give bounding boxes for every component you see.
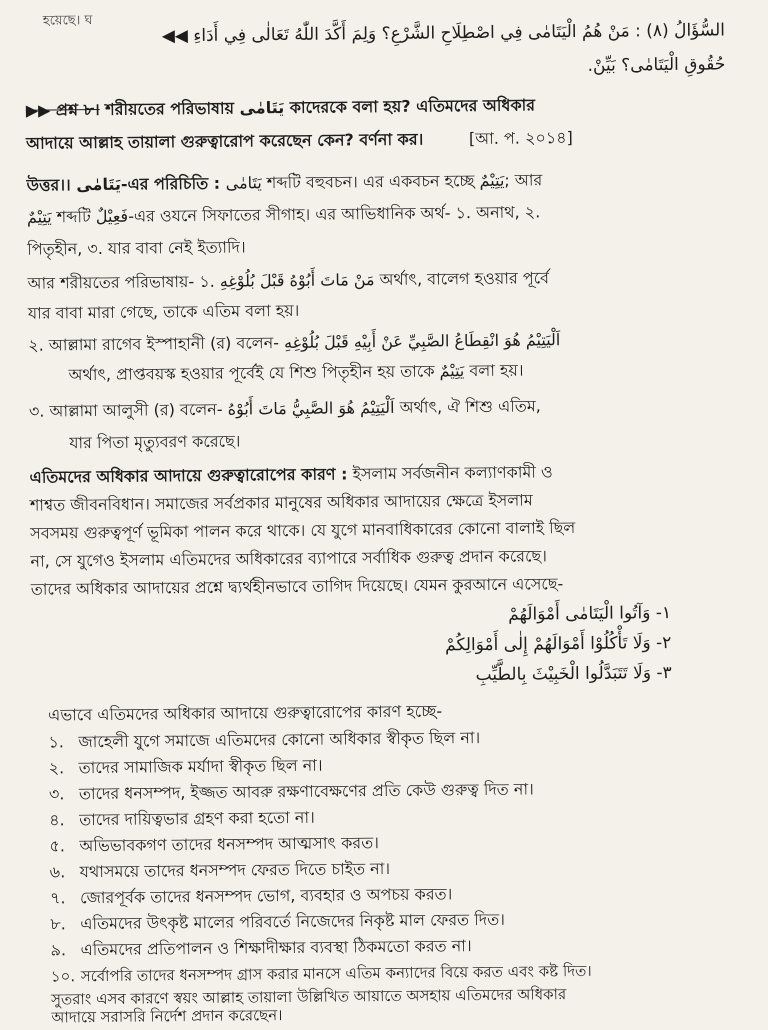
importance-heading: এতিমদের অধিকার আদায়ে গুরুত্বারোপের কারণ : [29, 464, 348, 487]
answer-arabic-3: يَتِيْمٌ [479, 170, 505, 190]
importance-line-2: শাশ্বত জীবনবিধান। সমাজের সর্বপ্রকার মানুষের অধিকার আদায়ের ক্ষেত্রে ইসলাম [29, 490, 533, 515]
reasons-intro: এভাবে এতিমদের অধিকার আদায়ে গুরুত্বারোপের কারণ হচ্ছে- [48, 701, 443, 725]
reason-text: এতিমদের প্রতিপালন ও শিক্ষাদীক্ষার ব্যবস্থা ঠিকমতো করত না। [80, 936, 472, 960]
conclusion-line-2: আদায়ে সরাসরি নির্দেশ প্রদান করেছেন। [51, 1006, 283, 1027]
sharia-def-line-1 [27, 264, 768, 296]
def2-line-1 [28, 326, 768, 358]
importance-line-4: না, সে যুগেও ইসলাম এতিমদের অধিকারের ব্যাপারে সর্বাধিক গুরুত্ব প্রদান করেছে। [30, 546, 547, 571]
verse-2: ٢- وَلَا تَأْكُلُوْا أَمْوَالَهُمْ إِلٰى أَمْوَالِكُمْ [444, 632, 672, 656]
arabic-question-text: السُّؤَالُ (٨) : مَنْ هُمُ الْيَتَامٰى فِي اصْطِلَاحِ الشَّرْعِ؟ وَلِمَ أَكَّدَ اللّٰهُ تَعَالٰى فِي أَدَاءِ [193, 20, 726, 46]
question-text-b: কাদেরকে বলা হয়? এতিমদের অধিকার [289, 95, 536, 117]
answer-intro-line-3: পিতৃহীন, ৩. যার বাবা নেই ইত্যাদি। [27, 237, 246, 259]
reason-text: যথাসময়ে তাদের ধনসম্পদ ফেরত দিতে চাইত না। [79, 858, 391, 882]
answer-arabic-4: يَتِيْمٌ [26, 207, 52, 227]
answer-intro-line-2 [27, 198, 768, 230]
sharia-def-arabic: مَنْ مَاتَ أَبُوْهُ قَبْلَ بُلُوْغِهِ [219, 270, 375, 291]
def2-text-a: ২. আল্লামা রাগেব ইস্পাহানী (র) বলেন- [28, 333, 280, 355]
reason-number: ৫. [49, 836, 66, 856]
def2-arabic: اَلْيَتِيْمُ هُوَ انْقِطَاعُ الصَّبِيِّ عَنْ أَبِيْهِ قَبْلَ بُلُوْغِهِ [283, 330, 561, 353]
reason-number: ৪. [49, 810, 65, 830]
answer-arabic-5: فَعِيْلٌ [95, 206, 129, 227]
reason-text: এতিমদের উৎকৃষ্ট মালের পরিবর্তে নিজেদের নিকৃষ্ট মাল ফেরত দিত। [80, 909, 505, 934]
importance-text-1: ইসলাম সর্বজনীন কল্যাণকামী ও [347, 462, 553, 484]
question-marker: ▶▶ প্রশ্ন ৮। [25, 99, 100, 120]
header-fragment: হয়েছে। ঘ [42, 13, 93, 29]
def3-arabic: اَلْيَتِيْمُ هُوَ الصَّبِيُّ مَاتَ أَبُوْهُ [227, 397, 395, 419]
reason-text: জাহেলী যুগে সমাজে এতিমদের কোনো অধিকার স্বীকৃত ছিল না। [78, 728, 481, 752]
answer-text-3: শব্দটি [51, 207, 96, 227]
reason-number: ১০. [50, 967, 76, 986]
reason-text: জোরপূর্বক তাদের ধনসম্পদ ভোগ, ব্যবহার ও অপচয় করত। [79, 884, 453, 908]
answer-text-1: শব্দটি বহুবচন। এর একবচন হচ্ছে [261, 170, 480, 193]
reason-text: সর্বোপরি তাদের ধনসম্পদ গ্রাস করার মানসে এতিম কন্যাদের বিয়ে করত এবং কষ্ট দিত। [80, 961, 592, 986]
def2-text-b: অর্থাৎ, প্রাপ্তবয়স্ক হওয়ার পূর্বেই যে শিশু পিতৃহীন হয় তাকে [68, 361, 435, 385]
conclusion-line-1: সুতরাং এসব কারণে স্বয়ং আল্লাহ তায়ালা উল্লিখিত আয়াতে অসহায় এতিমদের অধিকার [50, 985, 567, 1009]
question-marker-icon: ◀◀ [161, 26, 189, 47]
reason-number: ৯. [50, 940, 67, 960]
def2-line-2 [68, 355, 768, 387]
sharia-def-text-b: অর্থাৎ, বালেগ হওয়ার পূর্বে [379, 268, 550, 290]
sharia-def-text-a: আর শরীয়তের পরিভাষায়- ১. [27, 271, 215, 293]
importance-line-1 [29, 458, 768, 490]
reason-number: ৭. [49, 888, 66, 908]
answer-intro-line-1 [26, 166, 768, 198]
def2-text-c: বলা হয়। [469, 360, 524, 381]
question-text-a: শরীয়তের পরিভাষায় [105, 98, 235, 119]
arabic-question-line-2: حُقُوقِ الْيَتَامٰى؟ بَيِّنْ. [587, 54, 726, 76]
answer-heading: -এর পরিচিতি : [120, 173, 226, 194]
reason-text: তাদের ধনসম্পদ, ইজ্জত আবরু রক্ষণাবেক্ষণের প্রতি কেউ গুরুত্ব দিত না। [78, 779, 534, 804]
answer-arabic-1: يَتَامٰى [76, 174, 122, 195]
question-arabic-word: يَتَامٰى [239, 98, 285, 118]
def3-line-2: যার পিতা মৃত্যুবরণ করেছে। [69, 431, 241, 453]
reason-text: অভিভাবকগণ তাদের ধনসম্পদ আত্মসাৎ করত। [79, 833, 379, 856]
verse-1: ١- وَآتُوا الْيَتَامٰى أَمْوَالَهُمْ [508, 602, 672, 625]
def3-text-a: ৩. আল্লামা আলুসী (র) বলেন- [28, 399, 223, 421]
def2-arabic-2: يَتِيْمٌ [439, 361, 465, 381]
answer-label: উত্তর।। [26, 175, 77, 195]
reason-text: তাদের সামাজিক মর্যাদা স্বীকৃত ছিল না। [78, 755, 323, 778]
answer-text-2: ; আর [504, 170, 543, 190]
reason-number: ৩. [48, 784, 65, 804]
answer-text-4: -এর ওযনে সিফাতের সীগাহ। এর আভিধানিক অর্থ- ১. অনাথ, ২. [128, 202, 541, 226]
def3-text-b: অর্থাৎ, ঐ শিশু এতিম, [399, 396, 541, 417]
reason-number: ২. [48, 758, 65, 778]
sharia-def-line-2: যার বাবা মারা গেছে, তাকে এতিম বলা হয়। [27, 300, 300, 323]
importance-line-3: সবসময় গুরুত্বপূর্ণ ভূমিকা পালন করে থাকে। যে যুগে মানবাধিকারের কোনো বালাই ছিল [30, 517, 576, 543]
bengali-question-line-2 [26, 124, 768, 156]
reason-number: ৬. [49, 862, 66, 882]
reason-number: ৮. [50, 914, 66, 934]
verse-3: ٣- وَلَا تَتَبَدَّلُوا الْخَبِيْثَ بِالطَّيِّبِ [475, 662, 672, 686]
reason-number: ১. [48, 732, 64, 752]
answer-arabic-2: يَتَامٰى [225, 173, 262, 193]
question-text-line-2: আদায়ে আল্লাহ তায়ালা গুরুত্বারোপ করেছেন কেন? বর্ণনা কর। [26, 129, 424, 153]
reason-text: তাদের দায়িত্বভার গ্রহণ করা হতো না। [79, 807, 315, 830]
bengali-question-line-1 [26, 91, 768, 123]
question-reference: [আ. প. ২০১৪] [468, 128, 573, 149]
importance-line-5: তাদের অধিকার আদায়ের প্রশ্নে দ্ব্যর্থহীনভাবে তাগিদ দিয়েছে। যেমন কুরআনে এসেছে- [30, 574, 564, 599]
def3-line-1 [29, 392, 768, 424]
